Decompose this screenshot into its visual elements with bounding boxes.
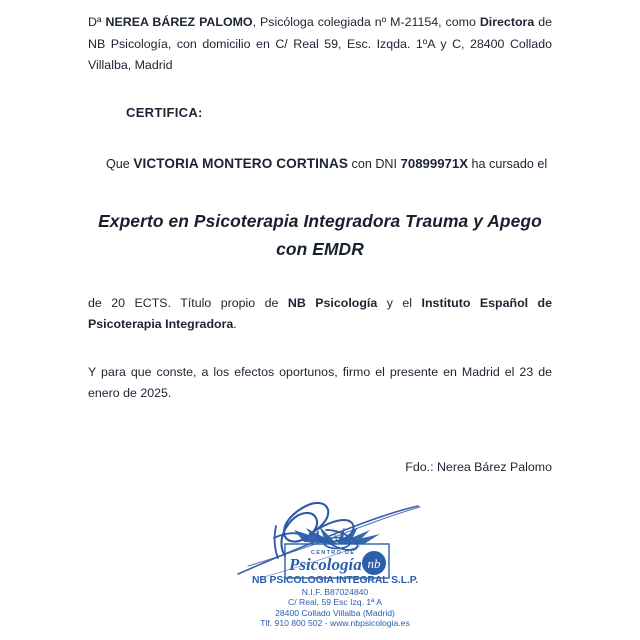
logo-top-text: CENTRO DE: [311, 550, 356, 556]
spacer-1: [88, 77, 552, 105]
logo-badge-text: nb: [367, 556, 381, 571]
company-contact: Tlf. 910 800 502 - www.nbpsicologia.es: [260, 618, 410, 629]
student-prefix: Que: [106, 156, 134, 171]
student-mid: con DNI: [348, 156, 401, 171]
intro-mid-2: de NB Psicología, con domicilio en C/ Real 59, Esc. Izqda. 1ºA y C, 28400 Collado Villalba, Madrid: [88, 15, 553, 72]
spacer-3: [88, 175, 552, 207]
certifies-heading: CERTIFICA:: [126, 104, 203, 120]
intro-prefix: Dª: [88, 15, 106, 29]
organization-primary: NB Psicología: [287, 295, 378, 310]
student-suffix: ha cursado el: [468, 156, 548, 171]
credits-mid: y el: [377, 295, 422, 310]
credits-suffix: .: [233, 317, 237, 331]
credits-prefix: de 20 ECTS. Título propio de: [88, 295, 288, 310]
document-body: [88, 12, 552, 405]
closing-paragraph: Y para que conste, a los efectos oportunos, firmo el presente en Madrid el 23 de enero de 2025.: [88, 364, 552, 400]
stamp-and-signature: [230, 486, 440, 636]
spacer-4: [88, 263, 552, 293]
stamp-footer: [230, 574, 440, 629]
psicologia-logo-icon: [282, 528, 392, 580]
organization-secondary: Instituto Español de Psicoterapia Integradora: [88, 295, 553, 331]
credits-paragraph: [88, 293, 552, 336]
signature-label: Fdo.: Nerea Bárez Palomo: [405, 460, 552, 474]
course-title: Experto en Psicoterapia Integradora Trauma y Apego con EMDR: [98, 210, 542, 259]
intro-mid-1: , Psicóloga colegiada nº M-21154, como: [252, 15, 480, 29]
spacer-2: [88, 120, 552, 153]
company-nif: N.I.F. B87024840: [301, 587, 369, 597]
director-name: NEREA BÁREZ PALOMO: [105, 15, 253, 29]
student-name: VICTORIA MONTERO CORTINAS: [133, 155, 349, 171]
spacer-5: [88, 336, 552, 362]
intro-paragraph: [88, 12, 552, 77]
company-address: C/ Real, 59 Esc Izq. 1ª A: [288, 597, 382, 608]
student-line: [88, 153, 552, 175]
company-name: NB PSICOLOGIA INTEGRAL S.L.P.: [251, 575, 419, 586]
student-dni: 70899971X: [400, 155, 469, 171]
director-role: Directora: [479, 15, 535, 29]
logo-main-text: Psicología: [289, 555, 362, 574]
company-city: 28400 Collado Villalba (Madrid): [275, 607, 395, 618]
